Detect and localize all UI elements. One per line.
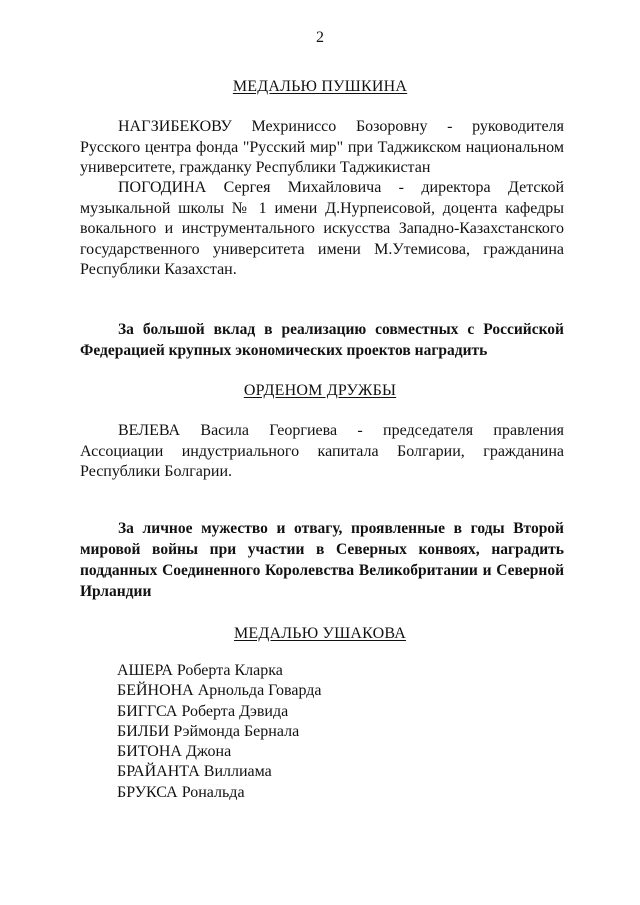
recipient-name: БИТОНА Джона xyxy=(117,743,232,761)
heading-pushkin-medal: МЕДАЛЬЮ ПУШКИНА xyxy=(232,78,408,95)
recipient-name: БЕЙНОНА Арнольда Говарда xyxy=(117,682,322,700)
intro-friendship xyxy=(80,319,564,361)
page-number: 2 xyxy=(316,29,324,46)
recipient-list xyxy=(117,661,321,803)
award-entry xyxy=(80,421,564,483)
award-entry-text: ВЕЛЕВА Васила Георгиева - председателя правления Ассоциации индустриального капитала Болгарии, гражданина Республики Болгарии. xyxy=(80,422,564,480)
intro-friendship-text: За большой вклад в реализацию совместных с Российской Федерацией крупных экономических проектов наградить xyxy=(80,321,564,359)
award-entry-text: ПОГОДИНА Сергея Михайловича - директора Детской музыкальной школы № 1 имени Д.Нурпеисовой, доцента кафедры вокального и инструментального искусства Западно-Казахстанского государственного университета имени М.Утемисова, гражданина Республики Казахстан. xyxy=(80,179,564,278)
award-entry xyxy=(80,117,564,179)
heading-ushakov-medal: МЕДАЛЬЮ УШАКОВА xyxy=(233,625,407,642)
recipient-name: БРУКСА Рональда xyxy=(117,783,245,801)
heading-order-of-friendship: ОРДЕНОМ ДРУЖБЫ xyxy=(243,382,397,399)
intro-ushakov-text: За личное мужество и отвагу, проявленные в годы Второй мировой войны при участии в Северных конвоях, наградить подданных Соединенного Королевства Великобритании и Северной Ирландии xyxy=(80,520,564,600)
recipient-name: АШЕРА Роберта Кларка xyxy=(117,662,283,679)
intro-ushakov xyxy=(80,518,564,602)
recipient-name: БИГГСА Роберта Дэвида xyxy=(117,702,289,720)
recipient-name: БРАЙАНТА Виллиама xyxy=(117,763,272,781)
recipient-name: БИЛБИ Рэймонда Бернала xyxy=(117,722,300,740)
award-entry xyxy=(80,178,564,281)
award-entry-text: НАГЗИБЕКОВУ Мехриниссо Бозоровну - руководителя Русского центра фонда "Русский мир" при Таджикском национальном университете, гражданку Республики Таджикистан xyxy=(80,118,564,176)
